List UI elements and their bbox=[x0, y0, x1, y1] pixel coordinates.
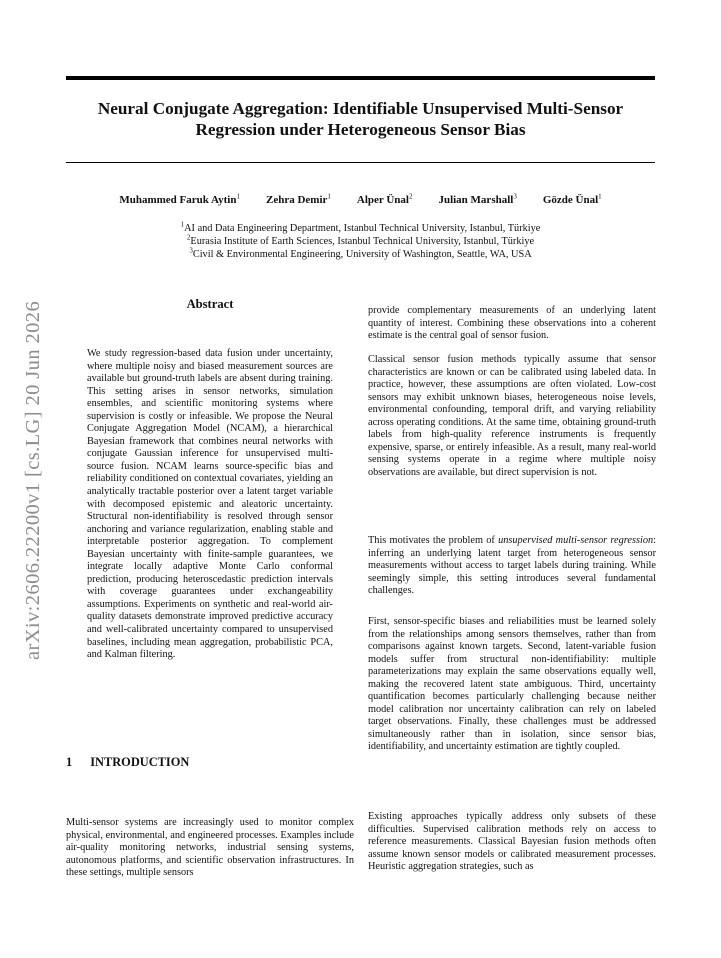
body-paragraph: Existing approaches typically address only subsets of these difficulties. Supervised calibration methods rely on access to reference measurements. Classical Bayesian fusion methods often assume known sensor models or calibrated measurement processes. Heuristic aggregation strategies, such as bbox=[368, 811, 656, 873]
section-heading bbox=[66, 756, 189, 769]
affiliation: $^3$Civil & Environmental Engineering, University of Washington, Seattle, WA, USA bbox=[189, 246, 532, 261]
section-title: INTRODUCTION bbox=[90, 755, 190, 769]
author-list bbox=[66, 194, 655, 207]
abstract-heading: Abstract bbox=[186, 297, 234, 311]
affiliation-list bbox=[66, 222, 655, 262]
author: Julian Marshall$^3$ bbox=[438, 192, 517, 206]
body-paragraph: provide complementary measurements of an underlying latent quantity of interest. Combining these observations into a coherent estimate is the central goal of sensor fusion. bbox=[368, 305, 656, 342]
section-number: 1 bbox=[66, 755, 73, 769]
author: Zehra Demir$^1$ bbox=[265, 192, 331, 206]
title-top-rule bbox=[66, 76, 655, 80]
body-paragraph: This motivates the problem of unsupervised multi-sensor regression: inferring an underlying latent target from heterogeneous sensor measurements without access to target labels during training. While seemingly simple, this setting introduces several fundamental challenges. bbox=[368, 535, 656, 597]
author: Muhammed Faruk Aytin$^1$ bbox=[119, 192, 240, 206]
paper-title: Neural Conjugate Aggregation: Identifiable Unsupervised Multi-Sensor Regression under Heterogeneous Sensor Bias bbox=[97, 99, 624, 139]
affiliation: $^1$AI and Data Engineering Department, Istanbul Technical University, Istanbul, Türkiye bbox=[180, 220, 541, 234]
abstract-text: We study regression-based data fusion under uncertainty, where multiple noisy and biased measurement sources are available but ground-truth labels are absent during training. This setting arises in sensor networks, simulation ensembles, and scientific monitoring systems where supervision is costly or infeasible. We propose the Neural Conjugate Aggregation Model (NCAM), a hierarchical Bayesian framework that combines neural networks with conjugate Gaussian inference for unsupervised multi-source fusion. NCAM learns source-specific bias and reliability conditioned on contextual covariates, yielding an analytically tractable posterior over a latent target variable with decomposed epistemic and aleatoric uncertainty. Structural non-identifiability is resolved through sensor anchoring and variance regularization, enabling stable and interpretable posterior aggregation. To complement Bayesian uncertainty with finite-sample guarantees, we integrate locally adaptive Monte Carlo conformal prediction, producing heteroscedastic prediction intervals with coverage guarantees under exchangeability assumptions. Experiments on synthetic and real-world air-quality datasets demonstrate improved predictive accuracy and well-calibrated uncertainty compared to unsupervised baselines, including mean aggregation, probabilistic PCA, and Kalman filtering. bbox=[87, 348, 333, 661]
author: Gözde Ünal$^1$ bbox=[542, 192, 602, 206]
intro-paragraph: Multi-sensor systems are increasingly used to monitor complex physical, environmental, and engineered processes. Examples include air-quality monitoring networks, industrial sensing systems, autonomous platforms, and scientific observation infrastructures. In these settings, multiple sensors bbox=[66, 817, 354, 879]
body-paragraph: Classical sensor fusion methods typically assume that sensor characteristics are known or can be calibrated using labeled data. In practice, however, these assumptions are often violated. Low-cost sensors may exhibit unknown biases, heterogeneous noise levels, environmental confounding, temporal drift, and varying reliability across operating conditions. At the same time, obtaining ground-truth labels from high-quality reference instruments is frequently expensive, sparse, or entirely infeasible. As a result, many real-world sensing systems operate in a regime where multiple noisy observations are available, but direct supervision is not. bbox=[368, 354, 656, 478]
arxiv-identifier: arXiv:2606.22200v1 [cs.LG] 20 Jun 2026 bbox=[22, 300, 44, 660]
body-paragraph: First, sensor-specific biases and reliabilities must be learned solely from the relationships among sensors themselves, rather than from comparisons against known targets. Second, latent-variable fusion models suffer from structural non-identifiability: multiple parameterizations may explain the same observations equally well, making the recovered latent state ambiguous. Third, uncertainty quantification becomes particularly challenging because neither model calibration nor uncertainty calibration can rely on labeled target observations. Finally, these challenges must be addressed simultaneously rather than in isolation, since sensor bias, identifiability, and uncertainty estimation are tightly coupled. bbox=[368, 616, 656, 753]
author: Alper Ünal$^2$ bbox=[356, 192, 413, 206]
title-bottom-rule bbox=[66, 162, 655, 163]
affiliation: $^2$Eurasia Institute of Earth Sciences, Istanbul Technical University, Istanbul, Türkiye bbox=[186, 233, 535, 248]
